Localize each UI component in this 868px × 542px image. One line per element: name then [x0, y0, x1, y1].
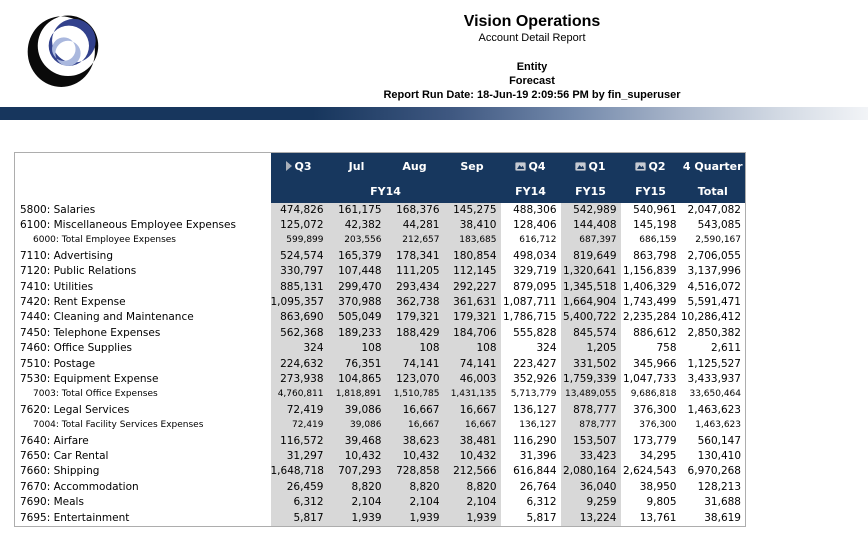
- value-cell: 293,434: [386, 280, 444, 295]
- value-cell: 107,448: [328, 264, 386, 279]
- value-cell: 361,631: [444, 295, 501, 310]
- header-spacer-cell: [15, 153, 271, 180]
- row-label: 6100: Miscellaneous Employee Expenses: [15, 218, 271, 233]
- value-cell: 488,306: [501, 203, 561, 218]
- value-cell: 1,648,718: [271, 464, 328, 479]
- account-row: [15, 449, 746, 464]
- row-label: 7660: Shipping: [15, 464, 271, 479]
- account-detail-table: [14, 152, 746, 527]
- value-cell: 886,612: [621, 326, 681, 341]
- value-cell: 31,297: [271, 449, 328, 464]
- value-cell: 6,312: [271, 495, 328, 510]
- value-cell: 223,427: [501, 357, 561, 372]
- year-header-row: [15, 180, 746, 203]
- account-row: [15, 357, 746, 372]
- row-label: 7004: Total Facility Services Expenses: [15, 418, 271, 433]
- value-cell: 116,290: [501, 434, 561, 449]
- value-cell: 324: [501, 341, 561, 356]
- divider-gradient-bar: [0, 107, 868, 120]
- value-cell: 331,502: [561, 357, 621, 372]
- column-header-aug: [386, 153, 444, 180]
- row-label: 7510: Postage: [15, 357, 271, 372]
- value-cell: 16,667: [386, 418, 444, 433]
- row-label: 7410: Utilities: [15, 280, 271, 295]
- value-cell: 1,939: [444, 511, 501, 527]
- value-cell: 130,410: [681, 449, 746, 464]
- account-row: [15, 511, 746, 527]
- report-subtitle: Account Detail Report: [478, 32, 586, 44]
- value-cell: 1,463,623: [681, 403, 746, 418]
- value-cell: 224,632: [271, 357, 328, 372]
- account-row: [15, 295, 746, 310]
- value-cell: 108: [444, 341, 501, 356]
- value-cell: 5,591,471: [681, 295, 746, 310]
- value-cell: 878,777: [561, 403, 621, 418]
- value-cell: 4,760,811: [271, 387, 328, 402]
- value-cell: 819,649: [561, 249, 621, 264]
- account-row: [15, 280, 746, 295]
- column-label: Q3: [294, 159, 312, 173]
- value-cell: 543,085: [681, 218, 746, 233]
- value-cell: 345,966: [621, 357, 681, 372]
- value-cell: 16,667: [386, 403, 444, 418]
- row-label: 7620: Legal Services: [15, 403, 271, 418]
- row-label: 7450: Telephone Expenses: [15, 326, 271, 341]
- column-label: Aug: [402, 159, 427, 173]
- value-cell: 1,463,623: [681, 418, 746, 433]
- value-cell: 845,574: [561, 326, 621, 341]
- value-cell: 13,761: [621, 511, 681, 527]
- value-cell: 2,850,382: [681, 326, 746, 341]
- entity-label: Entity: [516, 61, 548, 73]
- column-header-q2[interactable]: [621, 153, 681, 180]
- value-cell: 5,713,779: [501, 387, 561, 402]
- year-header-fy14-months: FY14: [271, 180, 501, 203]
- value-cell: 203,556: [328, 233, 386, 248]
- row-label: 5800: Salaries: [15, 203, 271, 218]
- column-header-jul: [328, 153, 386, 180]
- value-cell: 38,619: [681, 511, 746, 527]
- value-cell: 31,688: [681, 495, 746, 510]
- value-cell: 179,321: [444, 310, 501, 325]
- value-cell: 2,080,164: [561, 464, 621, 479]
- year-header-total: Total: [681, 180, 746, 203]
- value-cell: 616,712: [501, 233, 561, 248]
- value-cell: 1,345,518: [561, 280, 621, 295]
- value-cell: 104,865: [328, 372, 386, 387]
- year-header-fy14-q4: FY14: [501, 180, 561, 203]
- account-row: [15, 310, 746, 325]
- value-cell: 540,961: [621, 203, 681, 218]
- value-cell: 878,777: [561, 418, 621, 433]
- value-cell: 42,382: [328, 218, 386, 233]
- value-cell: 9,805: [621, 495, 681, 510]
- value-cell: 1,095,357: [271, 295, 328, 310]
- subtotal-row: [15, 233, 746, 248]
- value-cell: 555,828: [501, 326, 561, 341]
- column-header-4quarter: [681, 153, 746, 180]
- value-cell: 616,844: [501, 464, 561, 479]
- value-cell: 128,406: [501, 218, 561, 233]
- value-cell: 13,489,055: [561, 387, 621, 402]
- value-cell: 2,104: [386, 495, 444, 510]
- value-cell: 136,127: [501, 418, 561, 433]
- row-label: 7695: Entertainment: [15, 511, 271, 527]
- value-cell: 863,798: [621, 249, 681, 264]
- value-cell: 183,685: [444, 233, 501, 248]
- value-cell: 38,623: [386, 434, 444, 449]
- value-cell: 10,432: [444, 449, 501, 464]
- value-cell: 2,047,082: [681, 203, 746, 218]
- value-cell: 474,826: [271, 203, 328, 218]
- value-cell: 34,295: [621, 449, 681, 464]
- year-header-fy15-q1: FY15: [561, 180, 621, 203]
- account-row: [15, 403, 746, 418]
- row-label: 7690: Meals: [15, 495, 271, 510]
- row-label: 7650: Car Rental: [15, 449, 271, 464]
- value-cell: 39,086: [328, 418, 386, 433]
- value-cell: 180,854: [444, 249, 501, 264]
- value-cell: 108: [386, 341, 444, 356]
- value-cell: 76,351: [328, 357, 386, 372]
- value-cell: 212,566: [444, 464, 501, 479]
- value-cell: 212,657: [386, 233, 444, 248]
- account-row: [15, 341, 746, 356]
- value-cell: 188,429: [386, 326, 444, 341]
- column-label: Jul: [348, 159, 365, 173]
- value-cell: 2,611: [681, 341, 746, 356]
- value-cell: 153,507: [561, 434, 621, 449]
- value-cell: 108: [328, 341, 386, 356]
- value-cell: 330,797: [271, 264, 328, 279]
- value-cell: 687,397: [561, 233, 621, 248]
- value-cell: 560,147: [681, 434, 746, 449]
- row-label: 7440: Cleaning and Maintenance: [15, 310, 271, 325]
- value-cell: 1,125,527: [681, 357, 746, 372]
- value-cell: 184,706: [444, 326, 501, 341]
- value-cell: 299,470: [328, 280, 386, 295]
- row-label: 7640: Airfare: [15, 434, 271, 449]
- value-cell: 13,224: [561, 511, 621, 527]
- swirl-logo-icon: [26, 6, 110, 94]
- column-header-sep: [444, 153, 501, 180]
- value-cell: 1,664,904: [561, 295, 621, 310]
- header-spacer-cell: [15, 180, 271, 203]
- value-cell: 136,127: [501, 403, 561, 418]
- value-cell: 9,686,818: [621, 387, 681, 402]
- value-cell: 179,321: [386, 310, 444, 325]
- value-cell: 145,198: [621, 218, 681, 233]
- value-cell: 863,690: [271, 310, 328, 325]
- value-cell: 885,131: [271, 280, 328, 295]
- value-cell: 112,145: [444, 264, 501, 279]
- value-cell: 31,396: [501, 449, 561, 464]
- row-label: 7530: Equipment Expense: [15, 372, 271, 387]
- value-cell: 39,086: [328, 403, 386, 418]
- column-header-q3[interactable]: [271, 153, 328, 180]
- value-cell: 273,938: [271, 372, 328, 387]
- run-date-label: Report Run Date: 18-Jun-19 2:09:56 PM by fin_superuser: [383, 89, 681, 101]
- value-cell: 178,341: [386, 249, 444, 264]
- value-cell: 116,572: [271, 434, 328, 449]
- value-cell: 879,095: [501, 280, 561, 295]
- value-cell: 728,858: [386, 464, 444, 479]
- drill-box-icon[interactable]: [575, 162, 586, 171]
- value-cell: 10,432: [328, 449, 386, 464]
- value-cell: 74,141: [444, 357, 501, 372]
- period-header-row: [15, 153, 746, 180]
- drill-box-icon[interactable]: [515, 162, 526, 171]
- value-cell: 599,899: [271, 233, 328, 248]
- value-cell: 44,281: [386, 218, 444, 233]
- value-cell: 9,259: [561, 495, 621, 510]
- value-cell: 26,764: [501, 480, 561, 495]
- value-cell: 329,719: [501, 264, 561, 279]
- account-row: [15, 249, 746, 264]
- value-cell: 8,820: [444, 480, 501, 495]
- column-label: Q4: [528, 159, 546, 173]
- value-cell: 1,939: [386, 511, 444, 527]
- row-label: 7460: Office Supplies: [15, 341, 271, 356]
- value-cell: 1,047,733: [621, 372, 681, 387]
- value-cell: 707,293: [328, 464, 386, 479]
- value-cell: 5,817: [501, 511, 561, 527]
- value-cell: 524,574: [271, 249, 328, 264]
- row-label: 7110: Advertising: [15, 249, 271, 264]
- value-cell: 6,312: [501, 495, 561, 510]
- value-cell: 165,379: [328, 249, 386, 264]
- row-label: 7670: Accommodation: [15, 480, 271, 495]
- report-title-block: [196, 12, 868, 102]
- value-cell: 1,087,711: [501, 295, 561, 310]
- row-label: 7420: Rent Expense: [15, 295, 271, 310]
- value-cell: 2,104: [328, 495, 386, 510]
- value-cell: 38,410: [444, 218, 501, 233]
- value-cell: 72,419: [271, 403, 328, 418]
- value-cell: 542,989: [561, 203, 621, 218]
- value-cell: 370,988: [328, 295, 386, 310]
- value-cell: 758: [621, 341, 681, 356]
- value-cell: 362,738: [386, 295, 444, 310]
- drill-box-icon[interactable]: [635, 162, 646, 171]
- value-cell: 8,820: [386, 480, 444, 495]
- value-cell: 292,227: [444, 280, 501, 295]
- account-row: [15, 326, 746, 341]
- value-cell: 1,759,339: [561, 372, 621, 387]
- value-cell: 38,481: [444, 434, 501, 449]
- value-cell: 33,650,464: [681, 387, 746, 402]
- column-header-q4[interactable]: [501, 153, 561, 180]
- value-cell: 16,667: [444, 418, 501, 433]
- value-cell: 189,233: [328, 326, 386, 341]
- account-row: [15, 434, 746, 449]
- account-row: [15, 495, 746, 510]
- value-cell: 1,786,715: [501, 310, 561, 325]
- value-cell: 6,970,268: [681, 464, 746, 479]
- value-cell: 128,213: [681, 480, 746, 495]
- account-row: [15, 372, 746, 387]
- value-cell: 10,432: [386, 449, 444, 464]
- value-cell: 1,939: [328, 511, 386, 527]
- value-cell: 1,156,839: [621, 264, 681, 279]
- row-label: 7120: Public Relations: [15, 264, 271, 279]
- value-cell: 352,926: [501, 372, 561, 387]
- value-cell: 324: [271, 341, 328, 356]
- row-label: 6000: Total Employee Expenses: [15, 233, 271, 248]
- value-cell: 1,818,891: [328, 387, 386, 402]
- year-header-fy15-q2: FY15: [621, 180, 681, 203]
- value-cell: 2,706,055: [681, 249, 746, 264]
- value-cell: 1,320,641: [561, 264, 621, 279]
- account-row: [15, 480, 746, 495]
- account-row: [15, 218, 746, 233]
- value-cell: 1,510,785: [386, 387, 444, 402]
- value-cell: 562,368: [271, 326, 328, 341]
- account-row: [15, 464, 746, 479]
- value-cell: 144,408: [561, 218, 621, 233]
- value-cell: 2,624,543: [621, 464, 681, 479]
- value-cell: 686,159: [621, 233, 681, 248]
- value-cell: 72,419: [271, 418, 328, 433]
- value-cell: 3,433,937: [681, 372, 746, 387]
- report-title: Vision Operations: [463, 13, 601, 30]
- drill-triangle-icon[interactable]: [286, 161, 292, 171]
- column-header-q1[interactable]: [561, 153, 621, 180]
- value-cell: 125,072: [271, 218, 328, 233]
- value-cell: 1,743,499: [621, 295, 681, 310]
- value-cell: 39,468: [328, 434, 386, 449]
- value-cell: 145,275: [444, 203, 501, 218]
- value-cell: 36,040: [561, 480, 621, 495]
- value-cell: 5,400,722: [561, 310, 621, 325]
- account-row: [15, 264, 746, 279]
- value-cell: 74,141: [386, 357, 444, 372]
- column-label: 4 Quarter: [682, 159, 743, 173]
- value-cell: 4,516,072: [681, 280, 746, 295]
- value-cell: 8,820: [328, 480, 386, 495]
- value-cell: 376,300: [621, 418, 681, 433]
- value-cell: 173,779: [621, 434, 681, 449]
- value-cell: 498,034: [501, 249, 561, 264]
- column-label: Q1: [588, 159, 606, 173]
- value-cell: 26,459: [271, 480, 328, 495]
- subtotal-row: [15, 418, 746, 433]
- value-cell: 1,431,135: [444, 387, 501, 402]
- value-cell: 2,590,167: [681, 233, 746, 248]
- value-cell: 505,049: [328, 310, 386, 325]
- value-cell: 10,286,412: [681, 310, 746, 325]
- value-cell: 376,300: [621, 403, 681, 418]
- value-cell: 5,817: [271, 511, 328, 527]
- value-cell: 2,235,284: [621, 310, 681, 325]
- value-cell: 123,070: [386, 372, 444, 387]
- table-body: [15, 203, 746, 527]
- value-cell: 16,667: [444, 403, 501, 418]
- value-cell: 1,205: [561, 341, 621, 356]
- company-logo: [26, 6, 110, 99]
- value-cell: 46,003: [444, 372, 501, 387]
- value-cell: 3,137,996: [681, 264, 746, 279]
- account-row: [15, 203, 746, 218]
- value-cell: 111,205: [386, 264, 444, 279]
- value-cell: 1,406,329: [621, 280, 681, 295]
- row-label: 7003: Total Office Expenses: [15, 387, 271, 402]
- value-cell: 38,950: [621, 480, 681, 495]
- value-cell: 161,175: [328, 203, 386, 218]
- value-cell: 2,104: [444, 495, 501, 510]
- scenario-label: Forecast: [509, 75, 555, 87]
- column-label: Sep: [460, 159, 484, 173]
- column-label: Q2: [648, 159, 666, 173]
- value-cell: 168,376: [386, 203, 444, 218]
- value-cell: 33,423: [561, 449, 621, 464]
- subtotal-row: [15, 387, 746, 402]
